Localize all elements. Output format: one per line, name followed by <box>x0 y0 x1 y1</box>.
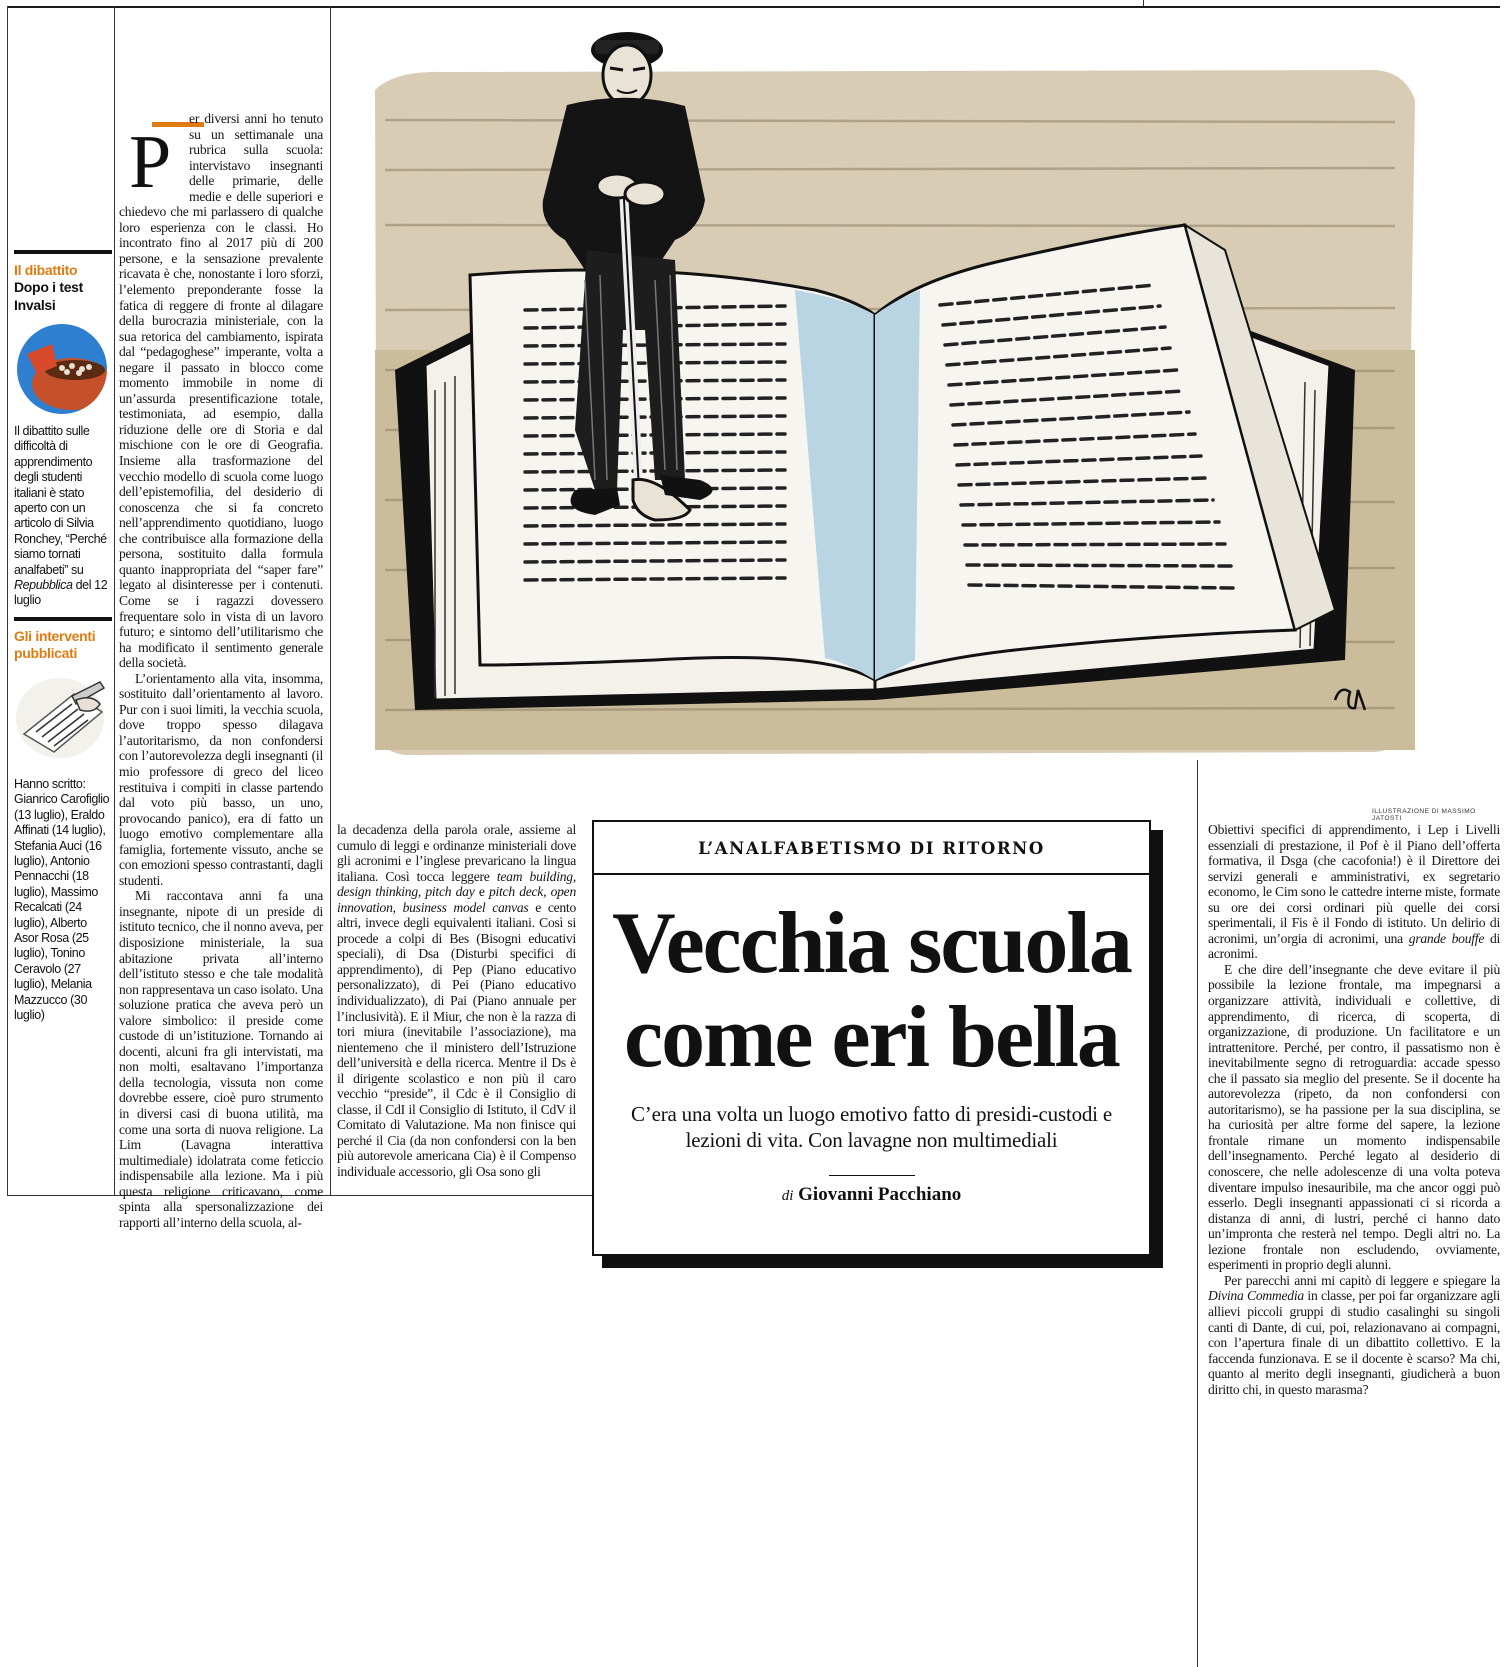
paragraph: Mi raccontava anni fa una insegnante, nipote di un preside di istituto tecnico, che il nonno aveva, per disposizione ministeriale, la sua abitazione privata all’interno dell’istituto stesso e che tale modalità non rappresentava un caso isolato. Una soluzione pratica che aveva però un valore simbolico: il preside come custode di un’istituzione. Tornando ai docenti, alcuni fra gli intervistati, ma non molti, esaltavano l’importanza della tecnologia, vissuta non come dovrebbe essere, cioè puro strumento in diversi casi di buona utilità, ma come una sorta di nuova religione. La Lim (Lavagna interattiva multimediale) idolatrata come feticcio indispensabile alla lezione. Ma i più questa religione criticavano, come spinta alla spersonalizzazione dei rapporti all’interno della scuola, al- <box>119 888 323 1230</box>
paragraph-text: in classe, per poi far organizzare agli allievi piccoli gruppi di studio casalinghi su singoli canti di Dante, di cui, poi, relazionavano ai compagni, con l’apertura finale di un dibattito collettivo. E la faccenda funzionava. E se il docente è scarso? Ma chi, quanto al merito degli insegnanti, giudicherà a buon diritto chi, in questo marasma? <box>1208 1288 1500 1397</box>
paragraph <box>337 822 576 1180</box>
article-column-2 <box>337 822 576 1180</box>
byline-rule <box>829 1175 915 1176</box>
paragraph-text: di acronimi. <box>1208 930 1501 962</box>
byline-prefix: di <box>781 1188 794 1204</box>
invalsi-thumbnail <box>17 324 107 414</box>
paragraph <box>1208 822 1500 962</box>
sidebar-title: Dopo i test Invalsi <box>14 279 84 313</box>
paragraph-emphasis: Divina Commedia <box>1208 1288 1304 1304</box>
paragraph <box>119 111 323 671</box>
paragraph-text: e cento altri, invece degli equivalenti italiani. Così si procede a colpi di Bes (Bisogni educativi speciali), di Dsa (Disturbi specifici di apprendimento), di Pep (Piano educativo personalizzato), di Pei (Piano educativo individualizzato), di Pai (Piano annuale per l’inclusività). E il Miur, che non è la razza di tori miura (inevitabile l’associazione), ma nientemeno che il ministero dell’Istruzione dell’università e della ricerca. Mentre il Ds è il dirigente scolastico e non più il caro vecchio “preside”, il Cdc è il Consiglio di classe, il CdI il Consiglio di Istituto, il CdV il Comitato di Valutazione. Ma non finisce qui perché il Cia (da non confondersi con la ben più autorevole americana Cia) è il Compenso individuale accessorio, gli Osa sono gli <box>337 899 577 1180</box>
article-kicker: L’ANALFABETISMO DI RITORNO <box>698 839 1045 858</box>
paragraph-text: er diversi anni ho tenuto su un settimanale una rubrica sulla scuola: intervistavo insegnanti delle primarie, delle medie e delle superiori e chiedevo che mi parlassero di qualche loro esperienza con le classi. Ho incontrato fino al 2017 più di 200 persone, e la sensazione prevalente ricavata è che, nonostante i loro sforzi, l’elemento preponderante fosse la fatica di reggere di fronte al dilagare della burocrazia ministeriale, con la sua retorica del cambiamento, ispirata dal “pedagoghese” imperante, volta a negare il passato in blocco come momento immobile in nome di un’assurda presentificazione totale, testimoniata, ad esempio, dalla riduzione delle ore di Storia e dal mischione con le ore di Geografia. Insieme alla trasformazione del vecchio modello di scuola come luogo dell’epistemofilia, del desiderio di conoscenza che si fa concreto nell’apprendimento quotidiano, luogo che contribuisce alla formazione della persona, sostituito dalla formula quanto inappropriata del “saper fare” legato al disinteresse per i contenuti. Come se i ragazzi dovessero frequentare solo in vista di un lavoro futuro; e sintomo dell’utilitarismo che ha modificato il sentimento generale della società. <box>119 111 323 671</box>
paragraph <box>1208 1273 1500 1397</box>
book-illustration <box>355 10 1507 810</box>
sidebar-intro-text: Il dibattito sulle difficoltà di apprendimento degli studenti italiani è stato aperto con un articolo di Silvia Ronchey, “Perché siamo tornati analfabeti” su <box>14 424 107 577</box>
sidebar-intro-paper: Repubblica <box>14 578 73 593</box>
top-tick <box>1143 0 1144 6</box>
dropcap: P <box>129 120 172 204</box>
headline-line-1: Vecchia scuola <box>612 895 1131 992</box>
article-column-3 <box>1208 822 1500 1397</box>
subheadline: C’era una volta un luogo emotivo fatto di presidi-custodi e lezioni di vita. Con lavagne non multimediali <box>630 1102 1112 1152</box>
byline-author: Giovanni Pacchiano <box>798 1184 962 1205</box>
column-divider-3 <box>1197 760 1198 1667</box>
sidebar <box>14 250 112 1023</box>
left-border <box>7 6 8 1196</box>
sidebar-rule <box>14 250 112 254</box>
paragraph-text: la decadenza della parola orale, assieme al cumulo di leggi e ordinanze ministeriali dove gli acronimi e l’inglese prevaricano la lingua italiana. Così tocca leggere <box>337 822 576 884</box>
title-box <box>592 820 1151 1256</box>
sidebar-authors: Hanno scritto: Gianrico Carofiglio (13 luglio), Eraldo Affinati (14 luglio), Stefania Auci (16 luglio), Antonio Pennacchi (18 luglio), Massimo Recalcati (24 luglio), Alberto Asor Rosa (25 luglio), Tonino Ceravolo (27 luglio), Melania Mazzucco (30 luglio) <box>14 776 110 1022</box>
sidebar-divider <box>114 6 115 1196</box>
sidebar-intro <box>14 424 112 609</box>
paragraph-text: e <box>478 884 485 900</box>
article-column-1 <box>119 111 323 1230</box>
top-rule <box>7 6 1500 8</box>
sidebar-intro-date: del 12 luglio <box>14 578 108 608</box>
headline <box>594 897 1149 1085</box>
paragraph-emphasis: grande bouffe <box>1408 930 1485 946</box>
writing-thumbnail <box>14 674 112 765</box>
headline-line-2: come eri bella <box>624 989 1119 1086</box>
column-divider-1 <box>330 6 331 1196</box>
paragraph-text: Obiettivi specifici di apprendimento, i Lep i Livelli essenziali di prestazione, il Pof è il Piano dell’offerta formativa, il Dsga (che cacofonia!) è il Direttore dei servizi generali e amministrativi, ex segretario economo, le Cim sono le cattedre interne miste, formate su ore dei corsi ordinari più quelle dei corsi sperimentali, il Fis è il Fondo di istituto. Un delirio di acronimi, un’orgia di acronimi, una <box>1208 822 1500 946</box>
paragraph: E che dire dell’insegnante che deve evitare il più possibile la lezione frontale, ma impegnarsi a organizzare attività, individuali e collettive, di apprendimento, di ricerca, di scoperta, di organizzazione, di produzione. Un facilitatore e un intrattenitore. Perché, per contro, il passatismo non è inevitabilmente segno di retroguardia: accade spesso che il passato sia meglio del presente. Se il docente ha autorevolezza (ripeto, da non confondersi con autoritarismo), se ha passione per la sua disciplina, se ha curiosità per altre forme del sapere, la lezione frontale rimane un momento indispensabile dell’insegnamento. Perché legato al desiderio di conoscere, che nelle adolescenze di una volta poteva diventare impulso inesauribile, ma che ancor oggi può esserlo. Degli insegnanti appassionati ci si ricorda a distanza di anni, di lustri, perché ci hanno dato un’impronta che resterà nel tempo. Degli altri no. La lezione frontale non escludendo, ovviamente, esperimenti in proprio degli alunni. <box>1208 961 1500 1273</box>
byline <box>594 1184 1149 1206</box>
paragraph: L’orientamento alla vita, insomma, sostituito dall’orientamento al lavoro. Pur con i suoi limiti, la vecchia scuola, dove troppo spesso dilagava l’autoritarismo, da non confondersi con l’autorevolezza degli insegnanti (il mio professore di greco del liceo restituiva i compiti in classe partendo dal voto più basso, un uno, provocando panico), era di fatto un luogo emotivo complementare alla famiglia, fortemente vissuto, anche se con emozioni spesso contrastanti, dagli studenti. <box>119 670 323 888</box>
sidebar-kicker: Il dibattito <box>14 262 78 278</box>
paragraph-emphasis: pitch deck, open innovation, business model canvas <box>337 884 576 915</box>
paragraph-emphasis: team building, design thinking, pitch day <box>337 868 576 900</box>
illustration-credit: ILLUSTRAZIONE DI MASSIMO JATOSTI <box>1372 808 1476 822</box>
sidebar-rule-2 <box>14 617 112 621</box>
kicker-rule <box>594 873 1149 875</box>
sidebar-kicker-2: Gli interventi pubblicati <box>14 627 96 661</box>
paragraph-text: Per parecchi anni mi capitò di leggere e spiegare la <box>1224 1272 1500 1288</box>
